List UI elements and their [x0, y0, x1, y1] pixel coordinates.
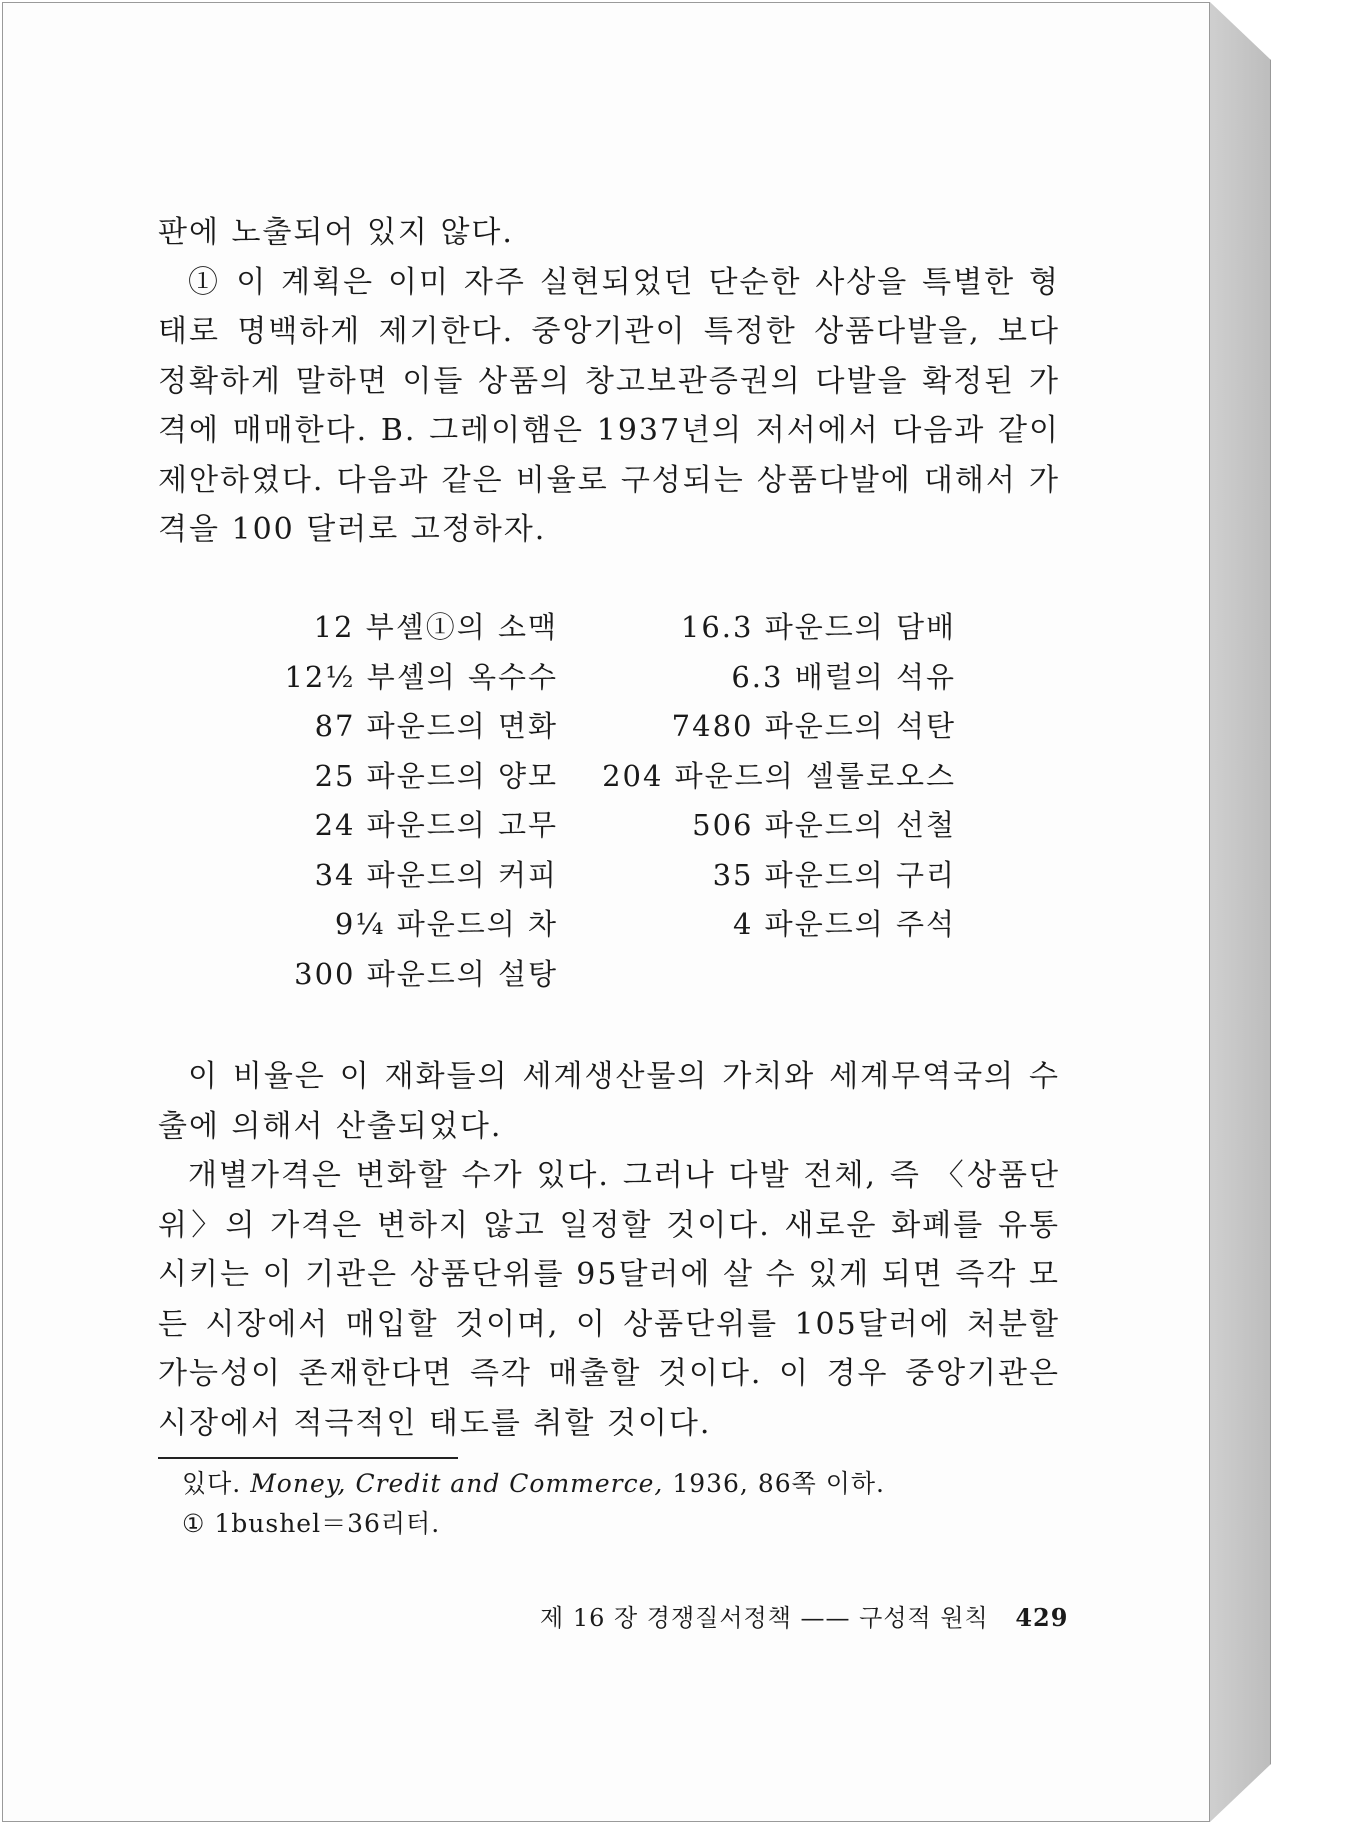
body-text-top [158, 208, 1060, 555]
footnote-text: 1936, 86쪽 이하. [672, 1469, 885, 1498]
list-item [260, 851, 960, 901]
commodity-left: 12½ 부셸의 옥수수 [284, 659, 558, 694]
paragraph-graham-plan: ① 이 계획은 이미 자주 실현되었던 단순한 사상을 특별한 형태로 명백하게 제기한다. 중앙기관이 특정한 상품다발을, 보다 정확하게 말하면 이들 상품의 창고보관증권의 다발을 확정된 가격에 매매한다. B. 그레이햄은 1937년의 저서에서 다음과 같이 제안하였다. 다음과 같은 비율로 구성되는 상품다발에 대해서 가격을 100 달러로 고정하자. [158, 264, 1060, 547]
list-item [260, 752, 960, 802]
paragraph-commodity-unit: 개별가격은 변화할 수가 있다. 그러나 다발 전체, 즉 〈상품단위〉의 가격은 변하지 않고 일정할 것이다. 새로운 화폐를 유통시키는 이 기관은 상품단위를 95달러에 살 수 있게 되면 즉각 모든 시장에서 매입할 것이며, 이 상품단위를 105달러에 처분할 가능성이 존재한다면 즉각 매출할 것이다. 이 경우 중앙기관은 시장에서 적극적인 태도를 취할 것이다. [158, 1158, 1060, 1441]
list-item [260, 900, 960, 950]
list-item [260, 702, 960, 752]
commodity-left: 24 파운드의 고무 [314, 808, 558, 842]
commodity-left: 87 파운드의 면화 [314, 709, 558, 743]
running-footer-chapter: 제 16 장 경쟁질서정책 —— 구성적 원칙 [540, 1604, 989, 1632]
commodity-right: 4 파운드의 주석 [733, 907, 956, 941]
list-item [260, 801, 960, 851]
paragraph-ratio: 이 비율은 이 재화들의 세계생산물의 가치와 세계무역국의 수출에 의해서 산출되었다. [158, 1059, 1060, 1144]
commodity-right: 7480 파운드의 석탄 [671, 709, 956, 743]
commodity-right: 506 파운드의 선철 [692, 808, 956, 842]
commodity-right: 204 파운드의 셀룰로오스 [602, 758, 956, 793]
commodity-left: 34 파운드의 커피 [314, 857, 558, 892]
commodity-left: 300 파운드의 설탕 [294, 956, 558, 991]
footnote-book-title: Money, Credit and Commerce, [250, 1469, 664, 1498]
footnote-text: 있다. [182, 1469, 242, 1498]
commodity-left: 9¼ 파운드의 차 [334, 907, 558, 941]
book-spine [1210, 2, 1271, 1822]
list-item [260, 950, 960, 1000]
commodity-left: 12 부셸①의 소맥 [313, 610, 558, 644]
page-number: 429 [1015, 1603, 1069, 1632]
commodity-right: 6.3 배럴의 석유 [731, 659, 956, 694]
page-footer [540, 1598, 1068, 1633]
body-text-bottom [158, 1052, 1060, 1448]
paragraph-continuation: 판에 노출되어 있지 않다. [158, 215, 514, 250]
footnote-continuation [182, 1464, 885, 1504]
footnote-divider [158, 1457, 458, 1459]
list-item [260, 653, 960, 703]
footnote-bushel: ① 1bushel＝36리터. [182, 1509, 441, 1538]
commodity-right: 16.3 파운드의 담배 [680, 610, 956, 644]
commodity-right [558, 950, 956, 1000]
commodity-bundle-list [260, 603, 960, 999]
footnotes [182, 1464, 885, 1544]
commodity-right: 35 파운드의 구리 [712, 857, 956, 892]
commodity-left: 25 파운드의 양모 [314, 758, 558, 793]
list-item [260, 603, 960, 653]
